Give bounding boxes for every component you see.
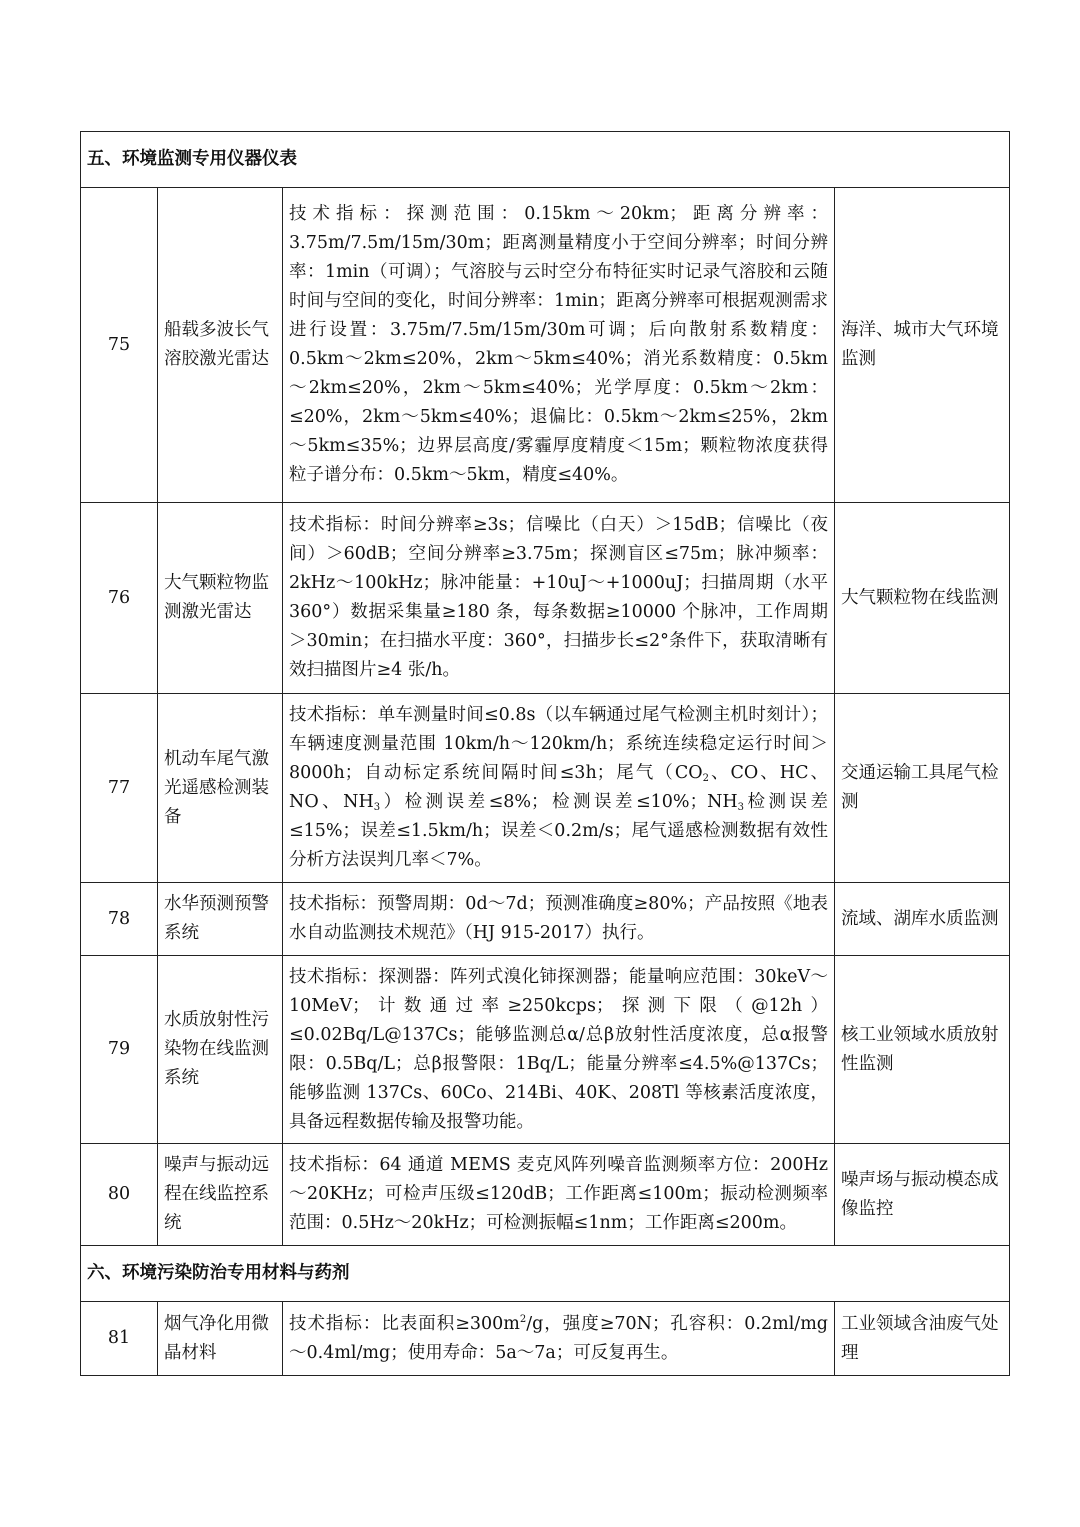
item-spec <box>283 1302 835 1376</box>
table-row <box>81 1144 1010 1246</box>
item-name: 水质放射性污染物在线监测系统 <box>158 956 283 1144</box>
superscript: 2 <box>519 1313 527 1325</box>
item-application: 流域、湖库水质监测 <box>835 883 1010 956</box>
section-title: 五、环境监测专用仪器仪表 <box>81 132 1010 188</box>
spec-text: 技术指标：比表面积≥300m <box>289 1313 520 1334</box>
item-name: 大气颗粒物监测激光雷达 <box>158 503 283 694</box>
item-spec: 技术指标：探测器：阵列式溴化铈探测器；能量响应范围：30keV～10MeV；计数通过率≥250kcps；探测下限（@12h）≤0.02Bq/L@137Cs；能够监测总α/总β放射性活度浓度，总α报警限：0.5Bq/L；总β报警限：1Bq/L；能量分辨率≤4.5%@137Cs；能够监测 137Cs、60Co、214Bi、40K、208Tl 等核素活度浓度，具备远程数据传输及报警功能。 <box>283 956 835 1144</box>
item-application: 工业领域含油废气处理 <box>835 1302 1010 1376</box>
item-number: 77 <box>81 694 158 883</box>
spec-text: 检测误差≤15%；误差≤1.5km/h；误差＜0.2m/s；尾气遥感检测数据有效性分析方法误判几率＜7%。 <box>289 792 829 870</box>
spec-text: 、CO、HC、NO、NH <box>289 763 828 812</box>
item-spec: 技术指标：64 通道 MEMS 麦克风阵列噪音监测频率方位：200Hz～20KHz；可检声压级≤120dB；工作距离≤100m；振动检测频率范围：0.5Hz～20kHz；可检测振幅≤1nm；工作距离≤200m。 <box>283 1144 835 1246</box>
table-row <box>81 1302 1010 1376</box>
item-number: 76 <box>81 503 158 694</box>
subscript: 2 <box>702 773 709 784</box>
item-name: 船载多波长气溶胶激光雷达 <box>158 188 283 503</box>
table-row <box>81 694 1010 883</box>
item-spec: 技术指标：预警周期：0d～7d；预测准确度≥80%；产品按照《地表水自动监测技术规范》（HJ 915-2017）执行。 <box>283 883 835 956</box>
item-name: 机动车尾气激光遥感检测装备 <box>158 694 283 883</box>
section-title: 六、环境污染防治专用材料与药剂 <box>81 1246 1010 1302</box>
table-row <box>81 883 1010 956</box>
item-spec: 技术指标：时间分辨率≥3s；信噪比（白天）＞15dB；信噪比（夜间）＞60dB；空间分辨率≥3.75m；探测盲区≤75m；脉冲频率：2kHz～100kHz；脉冲能量：+10uJ～+1000uJ；扫描周期（水平 360°）数据采集量≥180 条，每条数据≥10000 个脉冲，工作周期＞30min；在扫描水平度：360°，扫描步长≤2°条件下，获取清晰有效扫描图片≥4 张/h。 <box>283 503 835 694</box>
item-number: 79 <box>81 956 158 1144</box>
item-application: 海洋、城市大气环境监测 <box>835 188 1010 503</box>
item-name: 烟气净化用微晶材料 <box>158 1302 283 1376</box>
table-row <box>81 503 1010 694</box>
table-row <box>81 188 1010 503</box>
table-row <box>81 956 1010 1144</box>
section-row <box>81 1246 1010 1302</box>
section-row <box>81 132 1010 188</box>
subscript: 3 <box>373 802 381 813</box>
item-number: 80 <box>81 1144 158 1246</box>
item-spec: 技术指标：探测范围：0.15km～20km；距离分辨率：3.75m/7.5m/15m/30m；距离测量精度小于空间分辨率；时间分辨率：1min（可调）；气溶胶与云时空分布特征实时记录气溶胶和云随时间与空间的变化，时间分辨率：1min；距离分辨率可根据观测需求进行设置：3.75m/7.5m/15m/30m可调；后向散射系数精度：0.5km～2km≤20%，2km～5km≤40%；消光系数精度：0.5km～2km≤20%，2km～5km≤40%；光学厚度：0.5km～2km：≤20%，2km～5km≤40%；退偏比：0.5km～2km≤25%，2km～5km≤35%；边界层高度/雾霾厚度精度＜15m；颗粒物浓度获得粒子谱分布：0.5km～5km，精度≤40%。 <box>283 188 835 503</box>
item-application: 交通运输工具尾气检测 <box>835 694 1010 883</box>
spec-text: 技术指标：单车测量时间≤0.8s（以车辆通过尾气检测主机时刻计）；车辆速度测量范围 10km/h～120km/h；系统连续稳定运行时间＞8000h；自动标定系统间隔时间≤3h；尾气（CO <box>289 705 828 783</box>
equipment-table <box>80 131 1010 1376</box>
item-spec <box>283 694 835 883</box>
item-application: 噪声场与振动模态成像监控 <box>835 1144 1010 1246</box>
item-number: 81 <box>81 1302 158 1376</box>
spec-text: ）检测误差≤8%；检测误差≤10%；NH <box>380 792 738 812</box>
item-application: 大气颗粒物在线监测 <box>835 503 1010 694</box>
subscript: 3 <box>737 802 745 813</box>
item-number: 78 <box>81 883 158 956</box>
item-application: 核工业领域水质放射性监测 <box>835 956 1010 1144</box>
item-name: 水华预测预警系统 <box>158 883 283 956</box>
spec-text: /g，强度≥70N；孔容积：0.2ml/mg～0.4ml/mg；使用寿命：5a～7a；可反复再生。 <box>289 1313 828 1363</box>
item-number: 75 <box>81 188 158 503</box>
item-name: 噪声与振动远程在线监控系统 <box>158 1144 283 1246</box>
